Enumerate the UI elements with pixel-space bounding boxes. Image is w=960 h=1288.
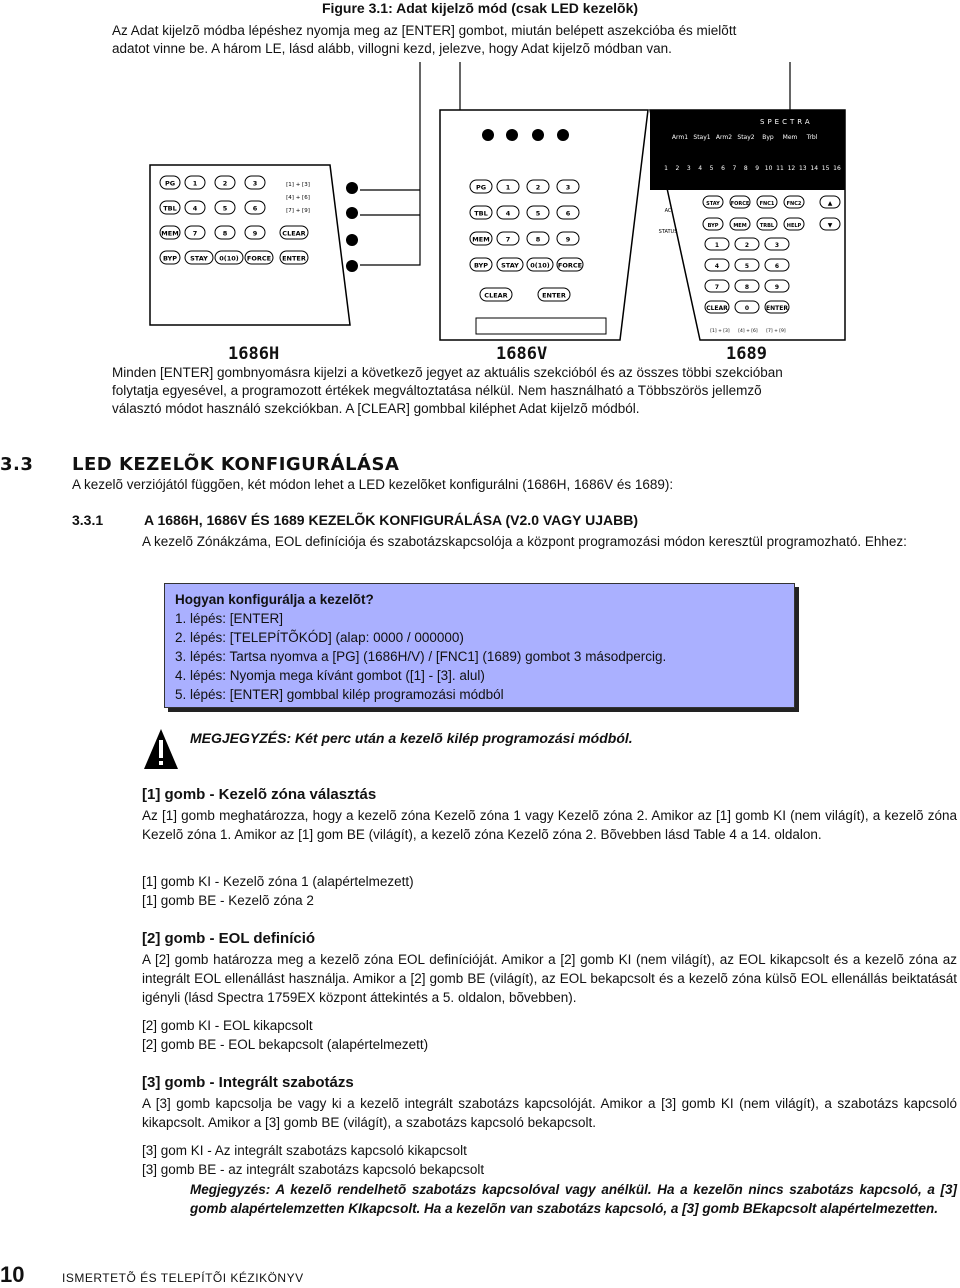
keypad-1686h-key-label: PG [164,179,176,188]
keypad-1686v-key-label: 3 [565,183,571,192]
section-title: LED KEZELÕK KONFIGURÁLÁSA [72,454,400,475]
b3-text: A [3] gomb kapcsolja be vagy ki a kezelõ integrált szabotázs kapcsolóját. Amikor a [3] gomb KI (nem világít), a szabotázs kapcsoló kikapcsolt. Amikor a [3] gomb BE (világít), a szabotázs kapcsoló bekapcsolt. [142,1096,957,1130]
keypad-1686h-key-label: 0(10) [219,254,239,263]
keypad-1689-zone: 12 [787,165,796,172]
b3-on: [3] gomb BE - az integrált szabotázs kapcsoló bekapcsolt [142,1162,485,1177]
figure-title: Figure 3.1: Adat kijelzõ mód (csak LED kezelõk) [321,0,639,16]
keypad-1686h-key-label: 8 [222,229,228,238]
b1-title: [1] gomb - Kezelõ zóna választás [142,786,377,803]
keypad-1686h-key-label: BYP [162,254,178,263]
intro-line-2: adatot vinne be. A három LE, lásd alább, villogni kezd, jelezve, hogy Adat kijelzõ módban van. [112,41,672,56]
keypad-1686h-key-label: 9 [252,229,258,238]
keypad-1689-legend: [7] + [9] [766,329,786,334]
keypad-1686v [440,110,648,340]
subsection-text: A kezelõ Zónákzáma, EOL definíciója és szabotázskapcsolója a központ programozási módon keresztül programozható. Ehhez: [142,534,907,549]
keypad-1689-key-label: ENTER [766,305,788,312]
after-line-3: választó módot használó szekciókban. A [CLEAR] gombbal kiléphet Adat kijelzõ módból. [112,401,640,416]
keypad-1686h-key-label: 3 [252,179,258,188]
keypad-1689-key-label: STAY [706,201,720,207]
keypad-1689-status-label: Arm2 [715,134,733,141]
keypad-1686h-key-label: 7 [192,229,198,238]
keypad-1689-key-label: 3 [774,242,780,249]
keypad-1689-key-label: MEM [733,223,747,229]
keypad-1689-key-label: 9 [774,284,780,291]
keypad-1686v-key-label: 9 [565,235,571,244]
b2-on: [2] gomb BE - EOL bekapcsolt (alapértelmezett) [142,1037,429,1052]
keypad-1686h-key-label: CLEAR [282,229,306,238]
keypad-1689-key-label: 8 [744,284,750,291]
keypad-1686v-key-label: 0(10) [530,261,550,270]
keypad-1689-status-label: Arm1 [671,134,689,141]
keypad-1686h-key-label: 1 [192,179,198,188]
keypad-1686v-key-label: ENTER [542,291,566,300]
keypad-1686v-key-label: STAY [501,261,519,270]
keypad-1686h-key-label: 4 [192,204,198,213]
keypad-1689-legend: [4] + [6] [738,329,758,334]
keypad-1689-key-label: HELP [786,223,802,229]
keypad-1689-side-label: AC [664,208,672,214]
keypad-1689-zone: 14 [810,165,819,172]
subsection-title: A 1686H, 1686V ÉS 1689 KEZELÕK KONFIGURÁLÁSA (V2.0 VAGY UJABB) [144,512,639,528]
b3-title: [3] gomb - Integrált szabotázs [142,1074,354,1091]
keypad-1689-key-label: CLEAR [706,305,728,312]
keypad-1686v-key-label: FORCE [557,261,583,270]
after-line-1: Minden [ENTER] gombnyomásra kijelzi a következõ jegyet az aktuális szekcióból és az összes többi szekcióban [112,365,783,380]
howto-step: 1. lépés: [ENTER] [175,611,284,626]
warning-icon [143,728,179,770]
keypad-1686h-key-label: ENTER [282,254,306,263]
brand-label: SPECTRA [760,118,813,126]
keypad-1689-zone: 9 [755,165,760,172]
keypad-1689-zone: 10 [764,165,773,172]
b2-title: [2] gomb - EOL definíció [142,930,316,947]
keypad-1689-status-label: Mem [782,134,798,141]
keypad-1689-zone: 7 [732,165,737,172]
after-line-2: folytatja egyesével, a programozott értékek megváltoztatása nélkül. Nem használható a Többszörös jellemzõ [112,383,762,398]
keypad-1686v-key-label: 2 [535,183,541,192]
keypad-1689-zone: 5 [709,165,714,172]
keypad-1686h-legend: [1] + [3] [286,182,310,188]
keypad-1689-zone: 1 [664,165,668,172]
keypad-1686h-key-label: TBL [163,204,177,213]
howto-step: 3. lépés: Tartsa nyomva a [PG] (1686H/V) / [FNC1] (1689) gombot 3 másodpercig. [175,649,667,664]
b3-off: [3] gom KI - Az integrált szabotázs kapcsoló kikapcsolt [142,1143,467,1158]
keypad-1689-key-label: 6 [774,263,780,270]
keypad-1689-key-label: FNC2 [786,201,802,207]
b1-on: [1] gomb BE - Kezelõ zóna 2 [142,893,314,908]
model-label-1686v: 1686V [496,344,548,364]
b1-text: Az [1] gomb meghatározza, hogy a kezelõ zóna Kezelõ zóna 1 vagy Kezelõ zóna 2. Amikor az [1] gomb KI (nem világít), a kezelõ zóna Kezelõ zóna 1. Amikor az [1] gom BE (világít), a kezelõ zóna Kezelõ zóna 2. Bõvebben lásd Table 4 a 14. oldalon. [142,808,957,842]
keypad-1686h-key-label: STAY [190,254,208,263]
b1-off: [1] gomb KI - Kezelõ zóna 1 (alapértelmezett) [142,874,414,889]
after-figure-text [112,364,957,418]
keypad-1689-side-label: STATUS [658,229,678,235]
keypad-1686h [150,165,358,325]
keypad-1686v-key-label: CLEAR [484,291,508,300]
keypad-1686h-key-label: FORCE [246,254,272,263]
keypad-1689-zone: 11 [776,165,784,172]
keypad-1689-key-label: FNC1 [759,201,775,207]
howto-step: 4. lépés: Nyomja mega kívánt gombot ([1] - [3]. alul) [175,668,485,683]
keypad-1689-status-label: Byp [762,134,774,141]
keypad-1686v-key-label: 4 [505,209,511,218]
keypad-1686v-key-label: PG [475,183,487,192]
keypad-1689-key-label: 1 [714,242,720,249]
keypad-1689-legend: [1] + [3] [710,329,730,334]
keypad-1686h-legend: [4] + [6] [286,195,310,201]
keypad-1686v-key-label: 1 [505,183,511,192]
keypad-1686v-key-label: TBL [474,209,488,218]
keypad-1689-zone: 2 [675,165,680,172]
keypad-1689-key-label: BYP [707,223,719,229]
model-label-1686h: 1686H [228,344,280,364]
keypad-1686h-key-label: 2 [222,179,228,188]
keypad-1686v-key-label: 8 [535,235,541,244]
keypad-1689-status-label: Stay2 [737,134,755,141]
keypad-1689-key-label: 2 [744,242,750,249]
keypad-1686v-key-label: 7 [505,235,511,244]
howto-step: 5. lépés: [ENTER] gombbal kilép programozási módból [175,687,504,702]
keypad-1689-key-label: FORCE [730,201,750,207]
keypad-1686v-key-label: 6 [565,209,571,218]
intro-line-1: Az Adat kijelzõ módba lépéshez nyomja meg az [ENTER] gombot, miután belépett aszekcióba és mielõtt [112,23,737,38]
b3-note: Megjegyzés: A kezelõ rendelhetõ szabotázs kapcsolóval vagy anélkül. Ha a kezelõn nincs szabotázs kapcsoló, a [3] gomb alapértelemzetten KIkapcsolt. Ha a kezelõn van szabotázs kapcsoló, a [3] gomb BEkapcsolt alapértelmezetten. [190,1182,957,1216]
keypad-1686h-key-label: 5 [222,204,228,213]
keypad-1689-zone: 13 [798,165,807,172]
note-text: MEGJEGYZÉS: Két perc után a kezelõ kilép programozási módból. [190,730,633,746]
section-text: A kezelõ verziójától függõen, két módon lehet a LED kezelõket konfigurálni (1686H, 1686V és 1689): [72,477,674,492]
keypad-1689-key-label: TRBL [759,223,775,229]
b2-off: [2] gomb KI - EOL kikapcsolt [142,1018,313,1033]
b2-text: A [2] gomb határozza meg a kezelõ zóna EOL definícióját. Amikor a [2] gomb KI (nem világít), az EOL kikapcsolt és a kezelõ zóna az integrált EOL ellenállást használja. Amikor a [2] gomb BE (világít), az EOL bekapcsolt és a kezelõ zóna külsõ EOL ellenállás beiktatását igényli (lásd Spectra 1759EX központ áttekintés a 5. oldalon, bõvebben). [142,952,957,1005]
keypad-1689-zone: 8 [743,165,748,172]
keypad-1686h-legend: [7] + [9] [286,208,310,214]
keypad-1689-zone: 6 [721,165,725,172]
keypad-1686h-key-label: 6 [252,204,258,213]
keypad-1689-zone: 15 [821,165,830,172]
keypad-1689-zone: 3 [686,165,691,172]
keypad-1689-status-label: Stay1 [693,134,711,141]
keypad-1689-key-label: 7 [714,284,720,291]
keypad-1689-up-key-label: ▲ [827,200,833,207]
model-label-1689: 1689 [726,344,767,364]
keypad-1689-key-label: 5 [744,263,750,270]
keypad-1689-status-label: Trbl [806,134,818,141]
keypad-1689-down-key-label: ▼ [827,222,833,229]
howto-title: Hogyan konfigurálja a kezelõt? [175,592,374,607]
keypad-1689-key-label: 0 [744,305,750,312]
keypad-1689 [650,110,845,340]
keypad-1689-zone: 4 [698,165,703,172]
subsection-number: 3.3.1 [72,512,104,528]
keypad-1686v-key-label: BYP [473,261,489,270]
keypad-1686v-key-label: MEM [472,235,490,244]
keypad-1686v-key-label: 5 [535,209,541,218]
keypad-1689-key-label: 4 [714,263,720,270]
section-heading [0,454,960,476]
section-number: 3.3 [0,454,34,475]
subsection-heading [72,512,960,532]
howto-box [164,583,795,708]
page-number: 10 [0,1262,25,1287]
keypad-1686h-key-label: MEM [161,229,179,238]
keypad-diagram [0,0,960,370]
footer-label: ISMERTETÕ ÉS TELEPÍTÕI KÉZIKÖNYV [62,1271,304,1285]
keypad-1689-zone: 16 [833,165,841,172]
howto-step: 2. lépés: [TELEPÍTÕKÓD] (alap: 0000 / 000000) [175,630,464,645]
